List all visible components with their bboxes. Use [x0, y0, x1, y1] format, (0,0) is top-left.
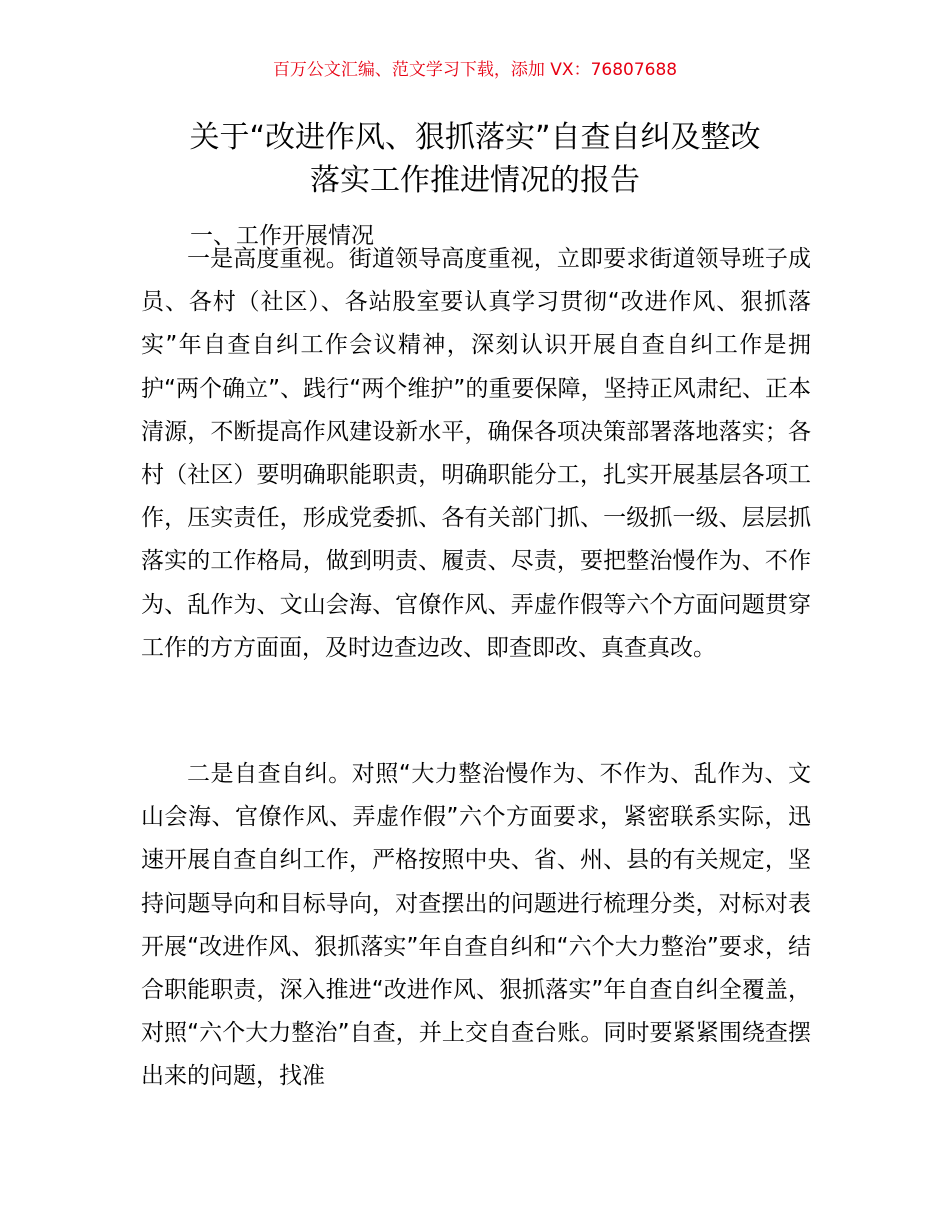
title-line-2: 落实工作推进情况的报告 — [310, 163, 640, 198]
section-heading: 一、工作开展情况 — [190, 223, 374, 249]
watermark-banner: 百万公文汇编、范文学习下载，添加 VX：76807688 — [272, 60, 678, 80]
title-line-1: 关于“改进作风、狠抓落实”自查自纠及整改 — [189, 120, 761, 155]
paragraph-1: 一是高度重视。街道领导高度重视，立即要求街道领导班子成员、各村（社区）、各站股室要认真学习贯彻“改进作风、狠抓落实”年自查自纠工作会议精神，深刻认识开展自查自纠工作是拥护“两个确立”、践行“两个维护”的重要保障，坚持正风肃纪、正本清源，不断提高作风建设新水平，确保各项决策部署落地落实；各村（社区）要明确职能职责，明确职能分工，扎实开展基层各项工作，压实责任，形成党委抓、各有关部门抓、一级抓一级、层层抓落实的工作格局，做到明责、履责、尽责，要把整治慢作为、不作为、乱作为、文山会海、官僚作风、弄虚作假等六个方面问题贯穿工作的方方面面，及时边查边改、即查即改、真查真改。 — [141, 246, 811, 661]
document-title — [60, 116, 890, 202]
paragraph-2: 二是自查自纠。对照“大力整治慢作为、不作为、乱作为、文山会海、官僚作风、弄虚作假”六个方面要求，紧密联系实际，迅速开展自查自纠工作，严格按照中央、省、州、县的有关规定，坚持问题导向和目标导向，对查摆出的问题进行梳理分类，对标对表开展“改进作风、狠抓落实”年自查自纠和“六个大力整治”要求，结合职能职责，深入推进“改进作风、狠抓落实”年自查自纠全覆盖，对照“六个大力整治”自查，并上交自查台账。同时要紧紧围绕查摆出来的问题，找准 — [141, 761, 811, 1090]
